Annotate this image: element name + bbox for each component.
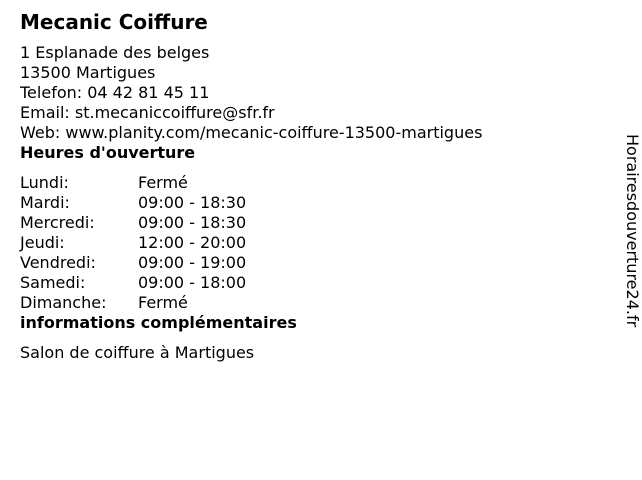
- hours-value: 09:00 - 18:30: [138, 193, 247, 212]
- hours-value: Fermé: [138, 173, 188, 192]
- hours-row-monday: [20, 173, 600, 193]
- day-label: Vendredi:: [20, 253, 96, 272]
- day-label: Dimanche:: [20, 293, 107, 312]
- contact-block: [20, 43, 600, 143]
- info-text: Salon de coiffure à Martigues: [20, 343, 255, 362]
- email-line: Email: st.mecaniccoiffure@sfr.fr: [20, 103, 275, 122]
- day-label: Samedi:: [20, 273, 86, 292]
- address-line-2: 13500 Martigues: [20, 63, 156, 82]
- hours-row-saturday: [20, 273, 600, 293]
- hours-value: 09:00 - 18:30: [138, 213, 247, 232]
- phone-line: Telefon: 04 42 81 45 11: [20, 83, 210, 102]
- hours-heading: Heures d'ouverture: [20, 143, 196, 162]
- hours-row-wednesday: [20, 213, 600, 233]
- day-label: Jeudi:: [20, 233, 65, 252]
- hours-value: Fermé: [138, 293, 188, 312]
- address-line-1: 1 Esplanade des belges: [20, 43, 210, 62]
- day-label: Mardi:: [20, 193, 70, 212]
- hours-row-thursday: [20, 233, 600, 253]
- hours-row-friday: [20, 253, 600, 273]
- business-card: [20, 10, 600, 363]
- hours-row-tuesday: [20, 193, 600, 213]
- day-label: Lundi:: [20, 173, 69, 192]
- business-name: Mecanic Coiffure: [20, 10, 208, 34]
- site-brand-watermark: Horairesdouverture24.fr: [623, 134, 642, 328]
- hours-table: [20, 173, 600, 313]
- hours-value: 12:00 - 20:00: [138, 233, 247, 252]
- hours-value: 09:00 - 18:00: [138, 273, 247, 292]
- day-label: Mercredi:: [20, 213, 95, 232]
- hours-value: 09:00 - 19:00: [138, 253, 247, 272]
- info-heading: informations complémentaires: [20, 313, 297, 332]
- web-line: Web: www.planity.com/mecanic-coiffure-13500-martigues: [20, 123, 483, 142]
- hours-row-sunday: [20, 293, 600, 313]
